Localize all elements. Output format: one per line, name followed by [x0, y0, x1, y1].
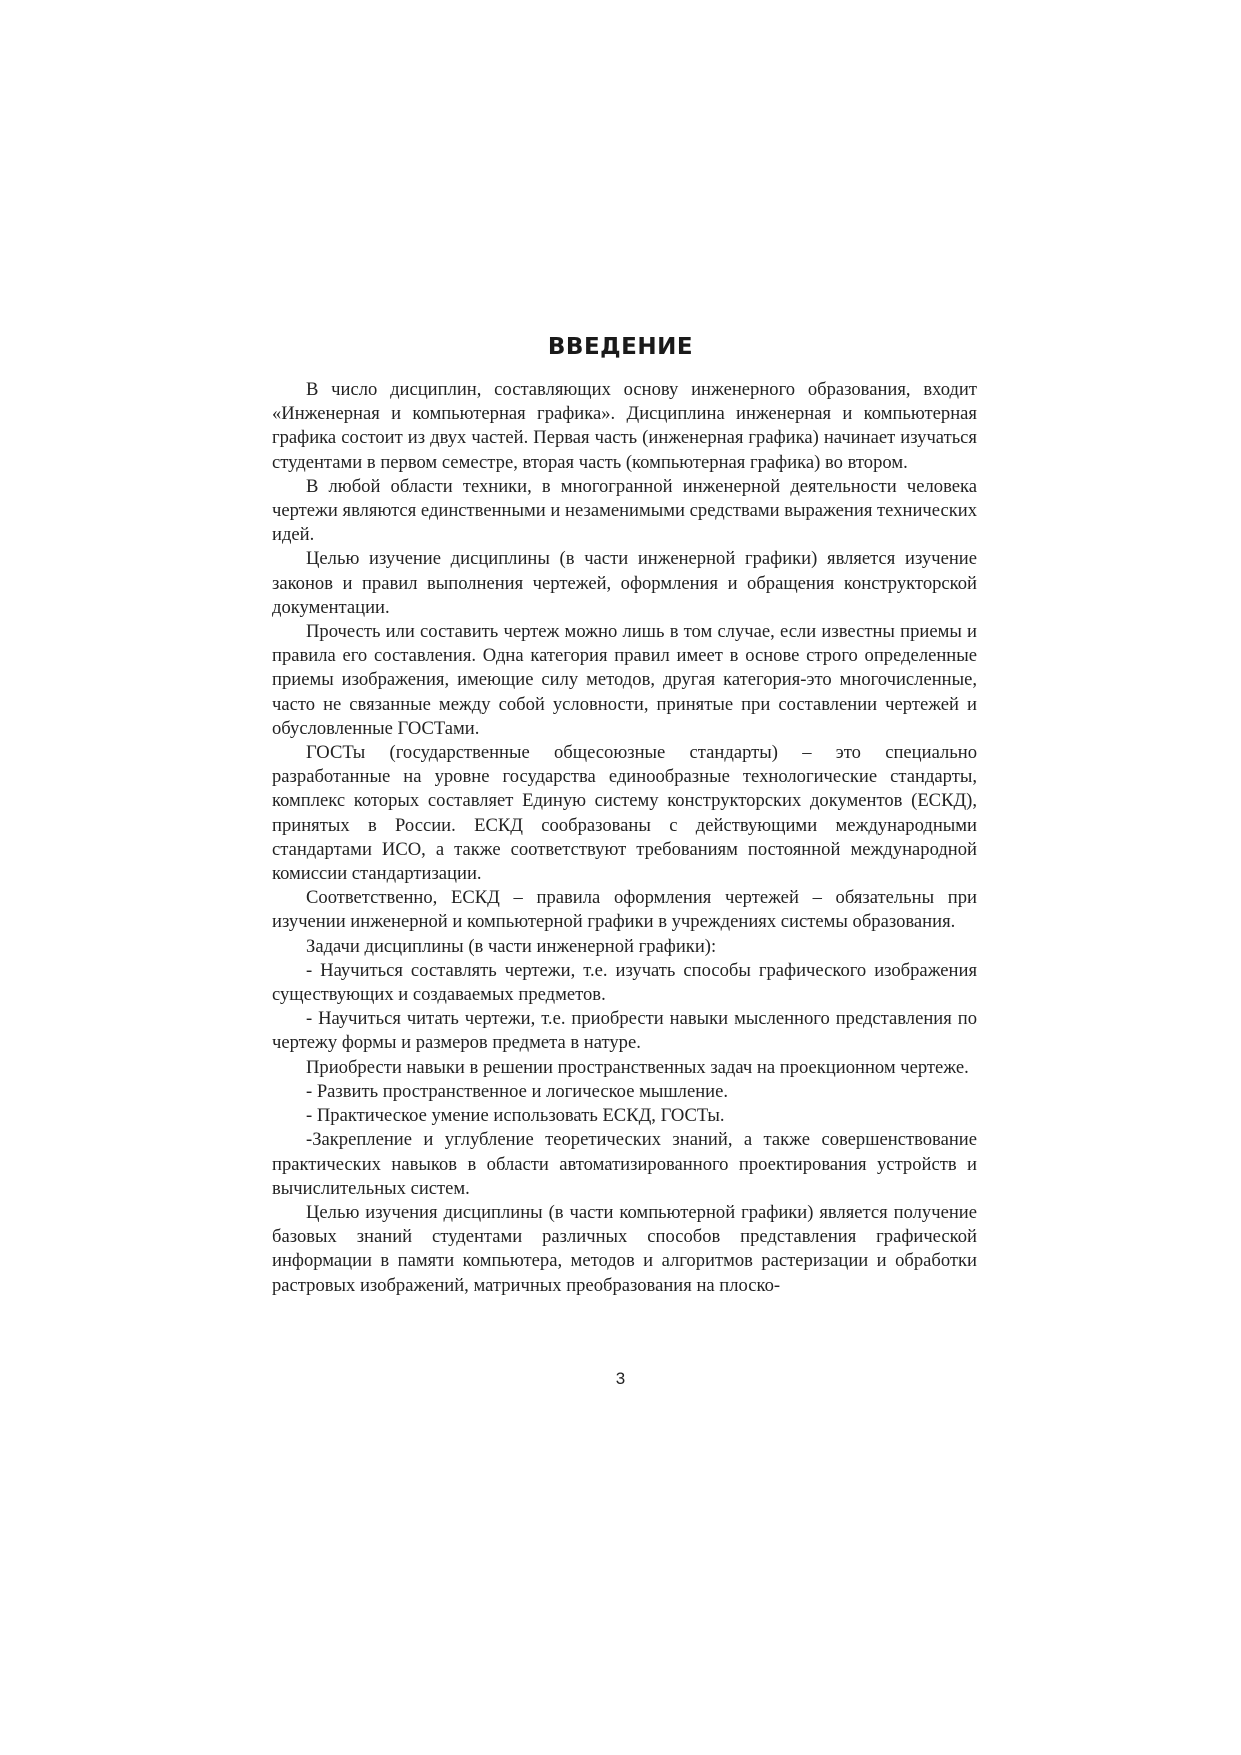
paragraph-gost: ГОСТы (государственные общесоюзные стандарты) – это специально разработанные на уровне государства единообразные технологические стандарты, комплекс которых составляет Единую систему конструкторских документов (ЕСКД), принятых в России. ЕСКД сообразованы с действующими международными стандартами ИСО, а также соответствуют требованиям постоянной международной комиссии стандартизации. [272, 742, 977, 885]
paragraph-goal-computer: Целью изучения дисциплины (в части компьютерной графики) является получение базовых знаний студентами различных способов представления графической информации в памяти компьютера, методов и алгоритмов растеризации и обработки растровых изображений, матричных преобразования на плоско- [272, 1201, 977, 1296]
list-item: - Практическое умение использовать ЕСКД, ГОСТы. [306, 1105, 725, 1127]
paragraph-reading-drawings: Прочесть или составить чертеж можно лишь в том случае, если известны приемы и правила его составления. Одна категория правил имеет в основе строго определенные приемы изображения, имеющие силу методов, другая категория-это многочисленные, часто не связанные между собой условности, принятые при составлении чертежей и обусловленные ГОСТами. [272, 621, 977, 739]
list-item: Приобрести навыки в решении пространственных задач на проекционном чертеже. [306, 1056, 969, 1078]
paragraph-tasks-heading: Задачи дисциплины (в части инженерной графики): [306, 935, 717, 957]
paragraph-engineering-drawings: В любой области техники, в многогранной инженерной деятельности человека чертежи являются единственными и незаменимыми средствами выражения технических идей. [272, 475, 977, 546]
list-item: - Научиться читать чертежи, т.е. приобрести навыки мысленного представления по чертежу формы и размеров предмета в натуре. [272, 1008, 977, 1054]
list-item: - Научиться составлять чертежи, т.е. изучать способы графического изображения существующих и создаваемых предметов. [272, 959, 977, 1006]
body-text [272, 378, 977, 1298]
page-number: 3 [615, 1369, 626, 1388]
paragraph-eskd: Соответственно, ЕСКД – правила оформления чертежей – обязательны при изучении инженерной и компьютерной графики в учреждениях системы образования. [272, 887, 977, 933]
page-title: ВВЕДЕНИЕ [547, 334, 694, 360]
list-item: -Закрепление и углубление теоретических знаний, а также совершенствование практических навыков в области автоматизированного проектирования устройств и вычислительных систем. [272, 1129, 977, 1199]
paragraph-goal-engineering: Целью изучение дисциплины (в части инженерной графики) является изучение законов и правил выполнения чертежей, оформления и обращения конструкторской документации. [272, 548, 977, 618]
paragraph-intro: В число дисциплин, составляющих основу инженерного образования, входит «Инженерная и компьютерная графика». Дисциплина инженерная и компьютерная графика состоит из двух частей. Первая часть (инженерная графика) начинает изучаться студентами в первом семестре, вторая часть (компьютерная графика) во втором. [272, 379, 977, 473]
list-item: - Развить пространственное и логическое мышление. [306, 1080, 729, 1102]
